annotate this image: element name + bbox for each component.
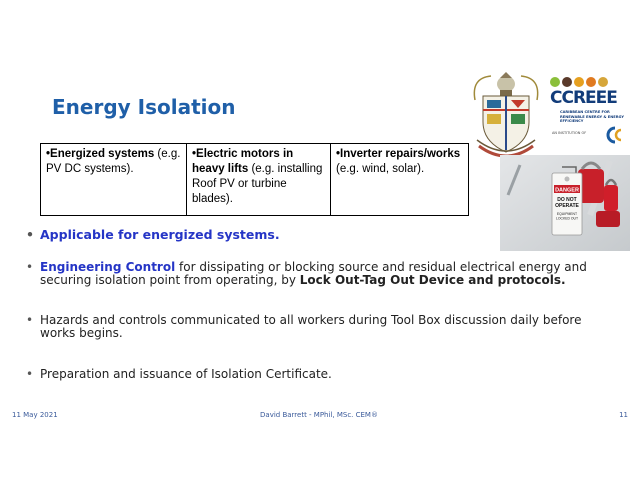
ccreee-wordmark: CCREEE bbox=[550, 88, 617, 108]
bullet-item bbox=[26, 368, 601, 381]
tag-line-text: DO NOT bbox=[557, 197, 577, 203]
logo-dot bbox=[562, 77, 572, 87]
tag-line-text: EQUIPMENT bbox=[556, 212, 578, 216]
logo-dot bbox=[574, 77, 584, 87]
university-crest-icon bbox=[467, 70, 545, 160]
ccreee-subtitle: CARIBBEAN CENTRE FOR RENEWABLE ENERGY & ENERGY EFFICIENCY bbox=[560, 110, 624, 123]
logo-dot bbox=[550, 77, 560, 87]
bullet-bold-text: Lock Out-Tag Out Device and protocols. bbox=[299, 273, 566, 287]
bullet-text: Applicable for energized systems. bbox=[40, 227, 280, 242]
table-cell-electric-motors bbox=[187, 144, 331, 216]
bullet-highlight: Engineering Control bbox=[40, 260, 176, 274]
bullet-glyph: • bbox=[26, 260, 34, 274]
bullet-glyph: • bbox=[26, 227, 34, 242]
tag-danger-text: DANGER bbox=[555, 187, 579, 194]
bullet-glyph: • bbox=[26, 367, 34, 381]
bullet-text: Hazards and controls communicated to all workers during Tool Box discussion daily before works begins. bbox=[40, 313, 582, 340]
page-number: 11 bbox=[619, 411, 628, 419]
lockout-tag-photo bbox=[500, 155, 630, 251]
hazard-table bbox=[40, 143, 469, 216]
bullet-item bbox=[26, 314, 601, 340]
ccreee-institution-text: AN INSTITUTION OF bbox=[552, 131, 587, 135]
bullet-text: for dissipating or blocking source and residual electrical energy and securing isolation point from operating, by bbox=[40, 260, 587, 287]
cell-bold-text: •Energized systems bbox=[46, 148, 155, 160]
bullet-item bbox=[26, 261, 601, 287]
ccreee-logo bbox=[548, 72, 632, 154]
cell-text: (e.g. PV DC systems). bbox=[46, 148, 181, 175]
cell-text: (e.g. installing Roof PV or turbine blades). bbox=[192, 163, 323, 205]
cell-bold-text: •Inverter repairs/works bbox=[336, 148, 461, 160]
logo-dot bbox=[586, 77, 596, 87]
footer-date: 11 May 2021 bbox=[12, 411, 58, 419]
bullet-glyph: • bbox=[26, 313, 34, 327]
cell-text: (e.g. wind, solar). bbox=[336, 163, 425, 175]
tag-line-text: LOCKED OUT bbox=[555, 216, 579, 221]
table-cell-energized-systems bbox=[41, 144, 187, 216]
tag-line-text: OPERATE bbox=[555, 203, 579, 209]
slide-title: Energy Isolation bbox=[52, 95, 236, 119]
footer-author: David Barrett - MPhil, MSc. CEM® bbox=[260, 411, 378, 419]
logo-dot bbox=[598, 77, 608, 87]
cell-bold-text: •Electric motors in heavy lifts bbox=[192, 148, 294, 175]
bullet-text: Preparation and issuance of Isolation Certificate. bbox=[40, 367, 332, 381]
table-cell-inverter-repairs bbox=[331, 144, 469, 216]
caricom-logo-icon bbox=[606, 126, 626, 144]
